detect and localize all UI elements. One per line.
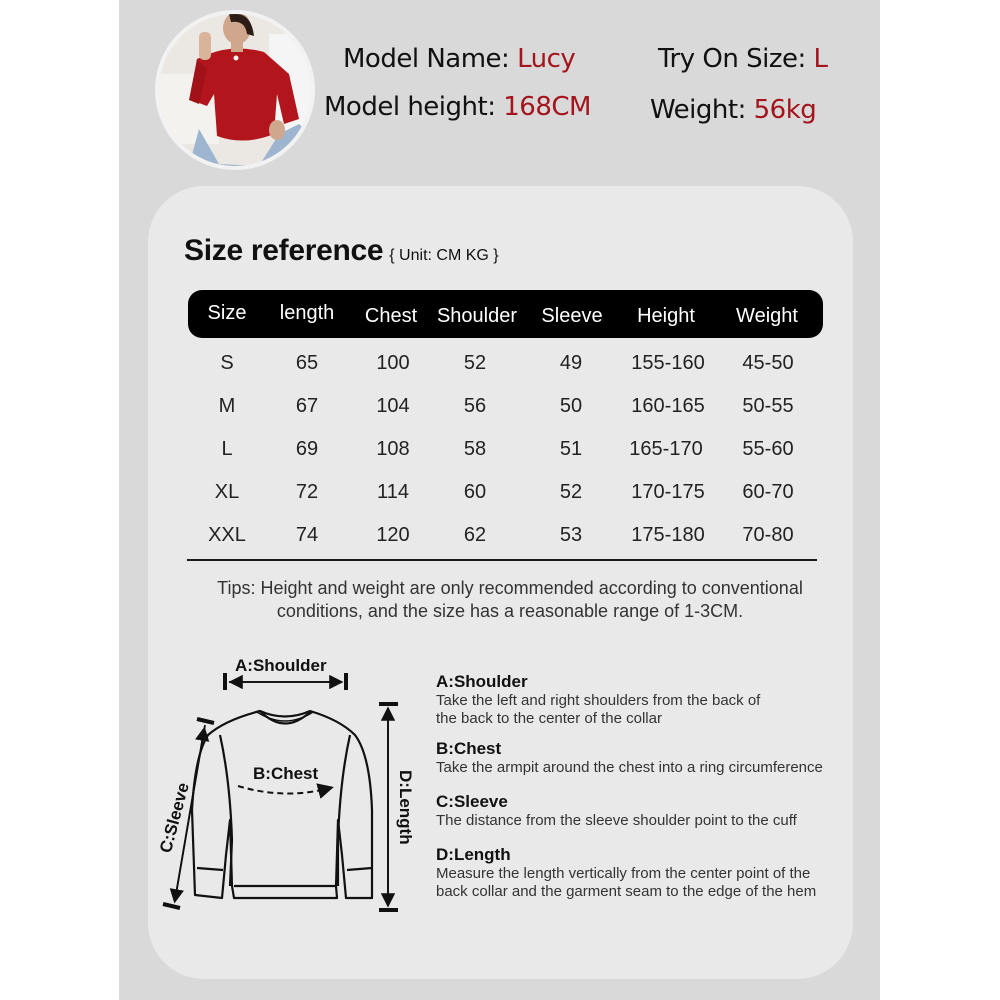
cell-length: 65 [295,352,319,374]
measurement-chest [436,739,856,777]
model-name [343,44,575,74]
cell-shoulder: 52 [463,352,487,374]
cell-size: XXL [208,524,246,546]
cell-height: 155-160 [631,352,705,374]
cell-height: 170-175 [631,481,705,503]
cell-sleeve: 49 [559,352,583,374]
measurement-text: the back to the center of the collar [436,710,662,727]
cell-weight: 55-60 [742,438,794,460]
cell-chest: 120 [376,524,410,546]
try-on-size-value: L [813,44,828,74]
sweatshirt-diagram [150,640,430,930]
model-name-label: Model Name: [343,44,518,74]
cell-shoulder: 56 [463,395,487,417]
cell-shoulder: 62 [463,524,487,546]
cell-length: 72 [295,481,319,503]
diagram-label-sleeve: C:Sleeve [156,780,193,855]
table-row-l [0,438,1000,468]
diagram-label-length: D:Length [396,770,415,845]
cell-size: M [218,395,236,417]
measurement-shoulder [436,672,856,728]
measurement-text: Take the armpit around the chest into a ring circumference [436,759,823,776]
model-photo [155,10,315,170]
try-on-size-label: Try On Size: [658,44,814,74]
cell-chest: 104 [376,395,410,417]
cell-sleeve: 50 [559,395,583,417]
cell-length: 74 [295,524,319,546]
cell-chest: 108 [376,438,410,460]
cell-length: 69 [295,438,319,460]
table-row-m [0,395,1000,425]
unit-text: { Unit: CM KG } [389,247,499,264]
measurement-text: Take the left and right shoulders from the back of [436,692,761,709]
model-weight-value: 56kg [753,95,817,125]
try-on-size [658,44,828,74]
table-row-xxl [0,524,1000,554]
cell-chest: 114 [377,481,409,503]
cell-height: 160-165 [631,395,705,417]
column-header-sleeve: Sleeve [541,305,603,327]
model-weight-label: Weight: [650,95,754,125]
model-height [324,92,591,122]
measurement-text: back collar and the garment seam to the edge of the hem [436,883,817,900]
column-header-length: length [279,302,335,324]
column-header-weight: Weight [736,305,798,327]
cell-shoulder: 58 [463,438,487,460]
diagram-label-shoulder: A:Shoulder [235,656,327,675]
measurement-title: D:Length [436,845,511,864]
cell-size: S [220,352,234,374]
column-header-size: Size [207,302,247,324]
model-height-value: 168CM [503,92,591,122]
cell-sleeve: 51 [559,438,583,460]
table-row-xl [0,481,1000,511]
cell-weight: 60-70 [742,481,794,503]
cell-sleeve: 53 [559,524,583,546]
cell-sleeve: 52 [559,481,583,503]
table-divider [187,559,817,561]
cell-length: 67 [295,395,319,417]
model-height-label: Model height: [324,92,504,122]
diagram-label-chest: B:Chest [253,764,319,783]
measurement-text: The distance from the sleeve shoulder point to the cuff [436,812,797,829]
column-header-shoulder: Shoulder [436,305,518,327]
model-photo-illustration [159,14,311,166]
tips-text: Tips: Height and weight are only recommended according to conventional conditions, and the size has a reasonable range of 1-3CM. [217,578,803,621]
cell-size: L [221,438,233,460]
measurement-title: C:Sleeve [436,792,508,811]
table-row-s [0,352,1000,382]
model-name-value: Lucy [517,44,576,74]
model-weight [650,95,816,125]
cell-height: 175-180 [631,524,705,546]
measurement-length [436,845,856,901]
cell-size: XL [214,481,240,503]
measurement-sleeve [436,792,856,830]
measurement-title: B:Chest [436,739,502,758]
column-header-chest: Chest [364,305,418,327]
column-header-height: Height [637,305,695,327]
cell-height: 165-170 [629,438,703,460]
measurement-text: Measure the length vertically from the center point of the [436,865,811,882]
cell-shoulder: 60 [463,481,487,503]
measurement-title: A:Shoulder [436,672,528,691]
title-text: Size reference [184,234,384,267]
cell-weight: 45-50 [742,352,794,374]
cell-weight: 70-80 [742,524,794,546]
size-table-header [188,290,823,338]
cell-weight: 50-55 [742,395,794,417]
cell-chest: 100 [376,352,410,374]
size-reference-title [184,234,499,268]
